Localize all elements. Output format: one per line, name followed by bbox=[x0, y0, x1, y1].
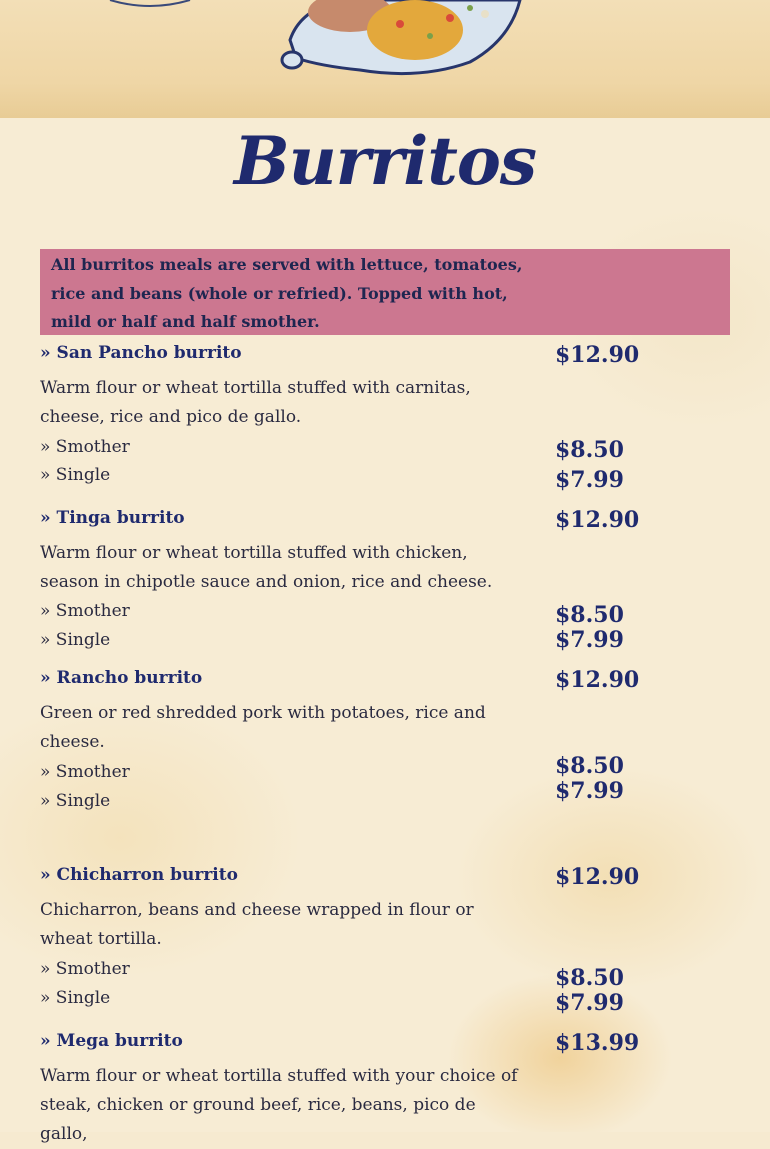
item-price-chicharron: $12.90 bbox=[555, 864, 640, 890]
option-single-price: $7.99 bbox=[555, 778, 624, 804]
option-single-price: $7.99 bbox=[555, 467, 624, 493]
option-single-label: » Single bbox=[40, 988, 111, 1008]
item-price-tinga: $12.90 bbox=[555, 507, 640, 533]
option-single-label: » Single bbox=[40, 791, 111, 811]
option-single-price: $7.99 bbox=[555, 627, 624, 653]
item-name-chicharron: » Chicharron burrito bbox=[40, 865, 238, 885]
option-single-label: » Single bbox=[40, 465, 111, 485]
item-description-rancho: Green or red shredded pork with potatoes, rice and cheese. bbox=[40, 703, 486, 752]
option-smother-label: » Smother bbox=[40, 437, 130, 457]
item-name-rancho: » Rancho burrito bbox=[40, 668, 203, 688]
food-plate-illustration bbox=[0, 0, 770, 118]
option-smother-label: » Smother bbox=[40, 601, 130, 621]
option-smother-price: $8.50 bbox=[555, 437, 624, 463]
option-smother-label: » Smother bbox=[40, 762, 130, 782]
plate-icon bbox=[282, 0, 520, 74]
item-description-san-pancho: Warm flour or wheat tortilla stuffed with carnitas, cheese, rice and pico de gallo. bbox=[40, 378, 471, 427]
item-price-mega: $13.99 bbox=[555, 1030, 640, 1056]
option-smother-price: $8.50 bbox=[555, 965, 624, 991]
item-description-mega: Warm flour or wheat tortilla stuffed with your choice of steak, chicken or ground beef, rice, beans, pico de gallo, bbox=[40, 1066, 518, 1144]
item-name-tinga: » Tinga burrito bbox=[40, 508, 185, 528]
header-illustration-band bbox=[0, 0, 770, 118]
info-banner-text: All burritos meals are served with lettuce, tomatoes, rice and beans (whole or refried). Topped with hot, mild or half and half smother. bbox=[51, 255, 523, 331]
item-description-tinga: Warm flour or wheat tortilla stuffed with chicken, season in chipotle sauce and onion, rice and cheese. bbox=[40, 543, 493, 592]
item-name-mega: » Mega burrito bbox=[40, 1031, 183, 1051]
page-title: Burritos bbox=[233, 122, 537, 200]
item-price-rancho: $12.90 bbox=[555, 667, 640, 693]
option-smother-price: $8.50 bbox=[555, 753, 624, 779]
option-smother-price: $8.50 bbox=[555, 602, 624, 628]
item-description-chicharron: Chicharron, beans and cheese wrapped in flour or wheat tortilla. bbox=[40, 900, 474, 949]
option-single-price: $7.99 bbox=[555, 990, 624, 1016]
item-name-san-pancho: » San Pancho burrito bbox=[40, 343, 242, 363]
option-smother-label: » Smother bbox=[40, 959, 130, 979]
info-banner bbox=[40, 249, 730, 335]
item-price-san-pancho: $12.90 bbox=[555, 342, 640, 368]
option-single-label: » Single bbox=[40, 630, 111, 650]
